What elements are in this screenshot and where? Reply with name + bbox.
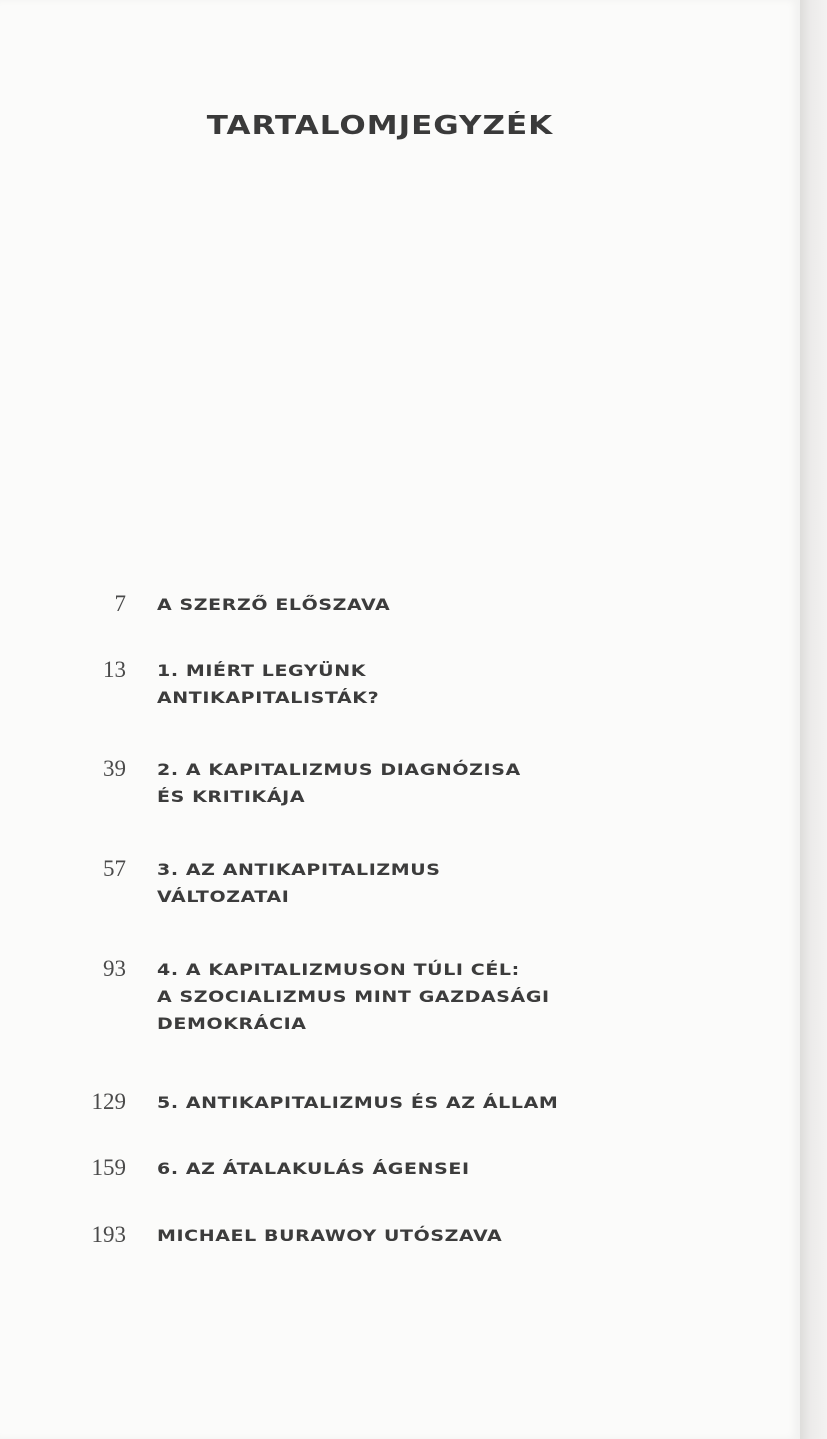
toc-entry-title: 5. ANTIKAPITALIZMUS ÉS AZ ÁLLAM [157, 1094, 559, 1113]
page-title: TARTALOMJEGYZÉK [206, 111, 554, 141]
toc-page-number: 129 [91, 1089, 126, 1114]
toc-entry-title: A SZERZŐ ELŐSZAVA [157, 596, 391, 615]
page-edge [800, 0, 827, 1439]
toc-entry-title: 2. A KAPITALIZMUS DIAGNÓZISA ÉS KRITIKÁJA [157, 761, 521, 807]
toc-page-number: 13 [103, 657, 126, 682]
toc-page-number: 7 [114, 591, 126, 616]
toc-page-number: 159 [91, 1155, 126, 1180]
toc-page-number: 39 [103, 756, 126, 781]
toc-page-number: 193 [91, 1222, 126, 1247]
toc-page-number: 93 [103, 956, 126, 981]
toc-entry-title: 6. AZ ÁTALAKULÁS ÁGENSEI [157, 1160, 470, 1179]
toc-entry-title: 4. A KAPITALIZMUSON TÚLI CÉL: A SZOCIALIZMUS MINT GAZDASÁGI DEMOKRÁCIA [157, 961, 550, 1034]
toc-entry-title: 1. MIÉRT LEGYÜNK ANTIKAPITALISTÁK? [157, 662, 380, 708]
toc-entry-title: MICHAEL BURAWOY UTÓSZAVA [157, 1227, 503, 1246]
toc-page-number: 57 [103, 856, 126, 881]
toc-entry-title: 3. AZ ANTIKAPITALIZMUS VÁLTOZATAI [157, 861, 441, 907]
